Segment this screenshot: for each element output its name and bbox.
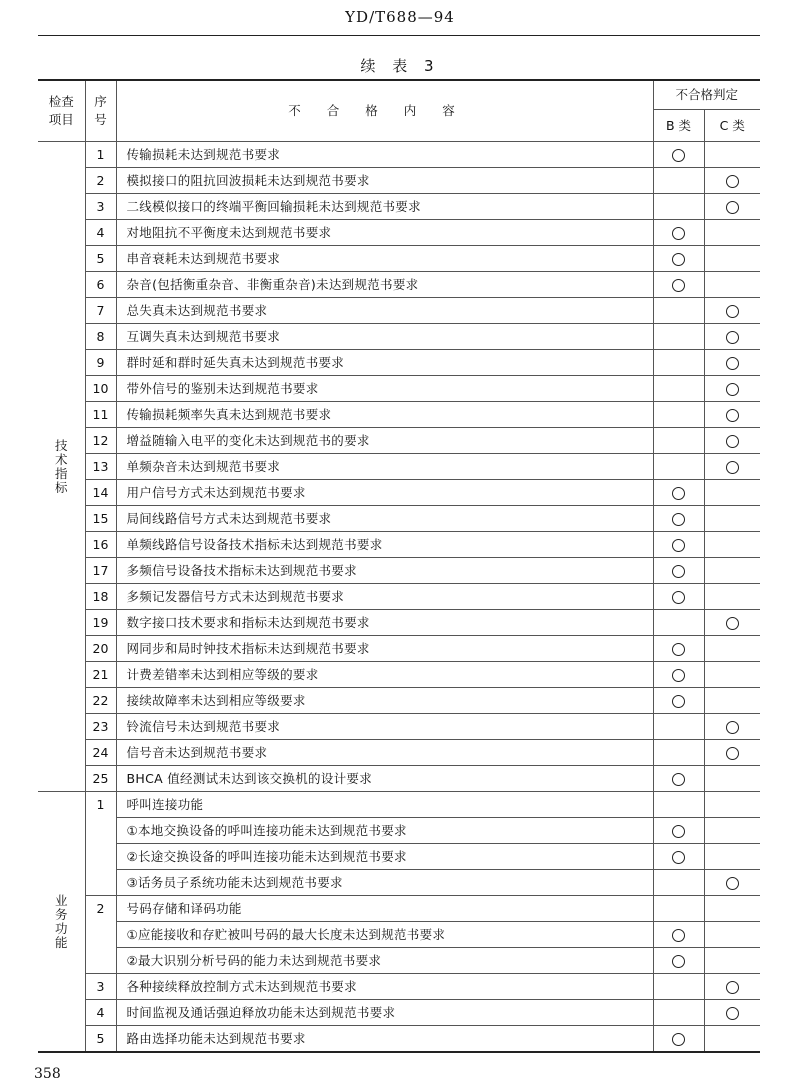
verdict-c (704, 272, 760, 298)
row-content: 时间监视及通话强迫释放功能未达到规范书要求 (116, 1000, 653, 1026)
service-category-char: 功 (54, 920, 68, 936)
row-content: 号码存储和译码功能 (116, 896, 653, 922)
table-row (38, 844, 760, 870)
column-header-verdict: 不合格判定 (653, 80, 760, 110)
row-seq: 5 (85, 246, 116, 272)
row-content: 传输损耗频率失真未达到规范书要求 (116, 402, 653, 428)
row-content: 总失真未达到规范书要求 (116, 298, 653, 324)
table-row (38, 1000, 760, 1026)
circle-mark-icon (726, 721, 739, 734)
row-seq: 2 (85, 896, 116, 974)
verdict-c (704, 428, 760, 454)
verdict-c (704, 584, 760, 610)
row-seq: 2 (85, 168, 116, 194)
row-content: 单频杂音未达到规范书要求 (116, 454, 653, 480)
row-seq: 19 (85, 610, 116, 636)
verdict-c (704, 1000, 760, 1026)
circle-mark-icon (672, 487, 685, 500)
circle-mark-icon (672, 279, 685, 292)
circle-mark-icon (672, 591, 685, 604)
verdict-b (653, 558, 704, 584)
table-row (38, 480, 760, 506)
row-seq: 15 (85, 506, 116, 532)
table-row (38, 428, 760, 454)
verdict-b (653, 740, 704, 766)
table-row (38, 142, 760, 168)
table-row (38, 870, 760, 896)
table-row (38, 194, 760, 220)
row-content: ①应能接收和存贮被叫号码的最大长度未达到规范书要求 (116, 922, 653, 948)
circle-mark-icon (672, 1033, 685, 1046)
table-row (38, 454, 760, 480)
verdict-b (653, 688, 704, 714)
row-content: ②长途交换设备的呼叫连接功能未达到规范书要求 (116, 844, 653, 870)
row-content: 对地阻抗不平衡度未达到规范书要求 (116, 220, 653, 246)
table-row (38, 298, 760, 324)
row-seq: 18 (85, 584, 116, 610)
table-row (38, 818, 760, 844)
verdict-c (704, 376, 760, 402)
verdict-c (704, 350, 760, 376)
page-number: 358 (34, 1066, 61, 1082)
verdict-b (653, 220, 704, 246)
row-content: 单频线路信号设备技术指标未达到规范书要求 (116, 532, 653, 558)
circle-mark-icon (726, 357, 739, 370)
row-seq: 3 (85, 194, 116, 220)
row-content: ②最大识别分析号码的能力未达到规范书要求 (116, 948, 653, 974)
row-seq: 5 (85, 1026, 116, 1053)
verdict-b (653, 454, 704, 480)
row-content: 局间线路信号方式未达到规范书要求 (116, 506, 653, 532)
row-content: 互调失真未达到规范书要求 (116, 324, 653, 350)
circle-mark-icon (672, 565, 685, 578)
table-row (38, 324, 760, 350)
verdict-c (704, 896, 760, 922)
circle-mark-icon (726, 747, 739, 760)
circle-mark-icon (672, 929, 685, 942)
service-category-char: 能 (54, 934, 68, 950)
row-content: 带外信号的鉴别未达到规范书要求 (116, 376, 653, 402)
circle-mark-icon (672, 851, 685, 864)
table-row (38, 584, 760, 610)
verdict-c (704, 532, 760, 558)
column-header-item: 检查项目 (38, 80, 85, 142)
verdict-c (704, 506, 760, 532)
circle-mark-icon (672, 513, 685, 526)
row-content: 传输损耗未达到规范书要求 (116, 142, 653, 168)
circle-mark-icon (672, 253, 685, 266)
row-seq: 16 (85, 532, 116, 558)
column-header-content: 不合格内容 (116, 80, 653, 142)
row-content: ③话务员子系统功能未达到规范书要求 (116, 870, 653, 896)
verdict-c (704, 402, 760, 428)
verdict-c (704, 558, 760, 584)
verdict-b (653, 480, 704, 506)
row-seq: 3 (85, 974, 116, 1000)
row-content: 用户信号方式未达到规范书要求 (116, 480, 653, 506)
tech-category (38, 142, 85, 792)
circle-mark-icon (726, 461, 739, 474)
table-row (38, 402, 760, 428)
verdict-b (653, 896, 704, 922)
row-seq: 10 (85, 376, 116, 402)
circle-mark-icon (672, 955, 685, 968)
verdict-c (704, 194, 760, 220)
table-row (38, 272, 760, 298)
circle-mark-icon (726, 331, 739, 344)
verdict-b (653, 272, 704, 298)
circle-mark-icon (726, 1007, 739, 1020)
verdict-b (653, 948, 704, 974)
row-seq: 14 (85, 480, 116, 506)
table-row (38, 376, 760, 402)
verdict-c (704, 714, 760, 740)
row-seq: 21 (85, 662, 116, 688)
table-row (38, 948, 760, 974)
verdict-c (704, 792, 760, 818)
tech-category-char: 技 (54, 437, 68, 453)
verdict-c (704, 610, 760, 636)
column-header-b: B 类 (653, 110, 704, 142)
table-row (38, 792, 760, 818)
verdict-c (704, 324, 760, 350)
table-row (38, 688, 760, 714)
circle-mark-icon (726, 981, 739, 994)
row-content: BHCA 值经测试未达到该交换机的设计要求 (116, 766, 653, 792)
table-row (38, 610, 760, 636)
row-content: 多频记发器信号方式未达到规范书要求 (116, 584, 653, 610)
circle-mark-icon (672, 149, 685, 162)
row-content: 接续故障率未达到相应等级要求 (116, 688, 653, 714)
verdict-b (653, 662, 704, 688)
row-seq: 22 (85, 688, 116, 714)
verdict-c (704, 740, 760, 766)
row-content: 各种接续释放控制方式未达到规范书要求 (116, 974, 653, 1000)
circle-mark-icon (672, 773, 685, 786)
circle-mark-icon (726, 383, 739, 396)
verdict-c (704, 688, 760, 714)
row-content: 计费差错率未达到相应等级的要求 (116, 662, 653, 688)
row-seq: 25 (85, 766, 116, 792)
row-seq: 20 (85, 636, 116, 662)
table-row (38, 1026, 760, 1053)
verdict-b (653, 246, 704, 272)
verdict-c (704, 844, 760, 870)
verdict-c (704, 168, 760, 194)
standard-code-header: YD/T688—94 (345, 8, 455, 26)
verdict-b (653, 922, 704, 948)
verdict-b (653, 974, 704, 1000)
table-row (38, 766, 760, 792)
column-header-seq: 序号 (85, 80, 116, 142)
table-row (38, 220, 760, 246)
table-row (38, 350, 760, 376)
table-row (38, 922, 760, 948)
row-content: 二线模似接口的终端平衡回输损耗未达到规范书要求 (116, 194, 653, 220)
table-row (38, 168, 760, 194)
service-category (38, 792, 85, 1053)
verdict-b (653, 792, 704, 818)
row-seq: 12 (85, 428, 116, 454)
row-content: 串音衰耗未达到规范书要求 (116, 246, 653, 272)
verdict-b (653, 1000, 704, 1026)
header-divider (38, 35, 760, 36)
verdict-c (704, 246, 760, 272)
verdict-b (653, 636, 704, 662)
row-seq: 24 (85, 740, 116, 766)
table-row (38, 506, 760, 532)
row-content: 呼叫连接功能 (116, 792, 653, 818)
verdict-b (653, 766, 704, 792)
verdict-b (653, 402, 704, 428)
verdict-b (653, 168, 704, 194)
verdict-c (704, 480, 760, 506)
row-seq: 13 (85, 454, 116, 480)
row-seq: 23 (85, 714, 116, 740)
column-header-c: C 类 (704, 110, 760, 142)
row-seq: 1 (85, 142, 116, 168)
verdict-c (704, 974, 760, 1000)
header-row (38, 80, 760, 110)
row-content: ①本地交换设备的呼叫连接功能未达到规范书要求 (116, 818, 653, 844)
verdict-b (653, 1026, 704, 1053)
verdict-c (704, 948, 760, 974)
verdict-b (653, 844, 704, 870)
row-seq: 4 (85, 1000, 116, 1026)
circle-mark-icon (672, 669, 685, 682)
verdict-c (704, 662, 760, 688)
circle-mark-icon (672, 539, 685, 552)
table-row (38, 558, 760, 584)
circle-mark-icon (726, 435, 739, 448)
table-row (38, 740, 760, 766)
circle-mark-icon (726, 305, 739, 318)
table-row (38, 974, 760, 1000)
row-seq: 17 (85, 558, 116, 584)
row-seq: 9 (85, 350, 116, 376)
row-content: 信号音未达到规范书要求 (116, 740, 653, 766)
row-content: 数字接口技术要求和指标未达到规范书要求 (116, 610, 653, 636)
row-seq: 8 (85, 324, 116, 350)
table-row (38, 636, 760, 662)
row-content: 铃流信号未达到规范书要求 (116, 714, 653, 740)
table-row (38, 662, 760, 688)
row-content: 增益随输入电平的变化未达到规范书的要求 (116, 428, 653, 454)
verdict-c (704, 220, 760, 246)
verdict-b (653, 142, 704, 168)
verdict-c (704, 922, 760, 948)
row-content: 模拟接口的阻抗回波损耗未达到规范书要求 (116, 168, 653, 194)
verdict-b (653, 324, 704, 350)
verdict-b (653, 610, 704, 636)
verdict-c (704, 870, 760, 896)
verdict-c (704, 818, 760, 844)
row-content: 杂音(包括衡重杂音、非衡重杂音)未达到规范书要求 (116, 272, 653, 298)
table-title: 续 表 3 (360, 57, 440, 75)
tech-category-char: 指 (54, 465, 68, 481)
table-row (38, 246, 760, 272)
verdict-b (653, 584, 704, 610)
row-seq: 7 (85, 298, 116, 324)
circle-mark-icon (672, 227, 685, 240)
row-seq: 6 (85, 272, 116, 298)
circle-mark-icon (672, 695, 685, 708)
row-seq: 4 (85, 220, 116, 246)
verdict-c (704, 298, 760, 324)
verdict-b (653, 428, 704, 454)
circle-mark-icon (726, 409, 739, 422)
tech-category-char: 术 (54, 451, 68, 467)
table-row (38, 714, 760, 740)
row-seq: 1 (85, 792, 116, 896)
verdict-b (653, 818, 704, 844)
verdict-c (704, 454, 760, 480)
verdict-b (653, 532, 704, 558)
verdict-c (704, 766, 760, 792)
circle-mark-icon (672, 825, 685, 838)
nonconformity-table (38, 79, 760, 1053)
circle-mark-icon (726, 201, 739, 214)
verdict-b (653, 376, 704, 402)
row-content: 网同步和局时钟技术指标未达到规范书要求 (116, 636, 653, 662)
circle-mark-icon (726, 175, 739, 188)
verdict-b (653, 714, 704, 740)
row-content: 路由选择功能未达到规范书要求 (116, 1026, 653, 1053)
verdict-c (704, 142, 760, 168)
table-row (38, 532, 760, 558)
row-content: 多频信号设备技术指标未达到规范书要求 (116, 558, 653, 584)
verdict-b (653, 350, 704, 376)
service-category-char: 务 (54, 906, 68, 922)
verdict-b (653, 194, 704, 220)
verdict-c (704, 1026, 760, 1053)
verdict-c (704, 636, 760, 662)
row-content: 群时延和群时延失真未达到规范书要求 (116, 350, 653, 376)
table-row (38, 896, 760, 922)
circle-mark-icon (726, 877, 739, 890)
tech-category-char: 标 (54, 479, 68, 495)
circle-mark-icon (672, 643, 685, 656)
service-category-char: 业 (54, 892, 68, 908)
verdict-b (653, 298, 704, 324)
circle-mark-icon (726, 617, 739, 630)
verdict-b (653, 506, 704, 532)
row-seq: 11 (85, 402, 116, 428)
verdict-b (653, 870, 704, 896)
